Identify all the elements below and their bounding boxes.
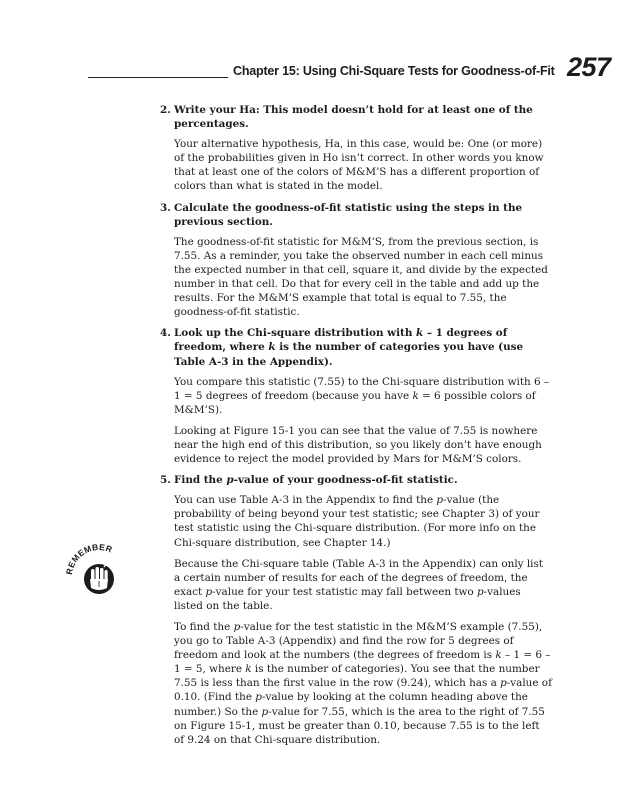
header-rule <box>88 77 228 78</box>
step-number: 5. <box>160 474 171 487</box>
step-heading: Look up the Chi-square distribution with k – 1 degrees of freedom, where k is the number of categories you have (use Table A-3 in the Appendix). <box>174 327 524 368</box>
step-5 <box>160 473 552 747</box>
chapter-title: Chapter 15: Using Chi-Square Tests for Goodness-of-Fit <box>233 64 555 78</box>
step-number: 4. <box>160 327 171 340</box>
step-number: 2. <box>160 104 171 116</box>
step-heading: Calculate the goodness-of-fit statistic using the steps in the previous section. <box>174 201 523 228</box>
step-paragraph: You can use Table A-3 in the Appendix to find the p-value (the probability of being beyond your test statistic; see Chapter 3) of your test statistic using the Chi-square distribution. (For more info on the Chi-square distribution, see Chapter 14.) <box>174 494 540 549</box>
step-3 <box>160 201 552 320</box>
step-2 <box>160 103 552 194</box>
remember-icon <box>64 539 130 601</box>
remember-label: REMEMBER <box>64 541 114 576</box>
step-paragraph: To find the p-value for the test statistic in the M&M’S example (7.55), you go to Table A-3 (Appendix) and find the row for 5 degrees of freedom and look at the numbers (the degrees of freedom is k – 1 = 6 – 1 = 5, where k is the number of categories). You see that the number 7.55 is less than the first value in the row (9.24), which has a p-value of 0.10. (Find the p-value by looking at the column heading above the number.) So the p-value for 7.55, which is the area to the right of 7.55 on Figure 15-1, must be greater than 0.10, because 7.55 is to the left of 9.24 on that Chi-square distribution. <box>174 621 552 746</box>
numbered-steps <box>160 103 552 754</box>
step-paragraph: Your alternative hypothesis, Ha, in this case, would be: One (or more) of the probabilities given in Ho isn’t correct. In other words you know that at least one of the colors of M&M’S has a different proportion of colors than what is stated in the model. <box>174 138 544 193</box>
step-heading: Write your Ha: This model doesn’t hold for at least one of the percentages. <box>174 104 533 131</box>
step-paragraph: The goodness-of-fit statistic for M&M’S, from the previous section, is 7.55. As a reminder, you take the observed number in each cell minus the expected number in that cell, square it, and divide by the expected number in that cell. Do that for every cell in the table and add up the results. For the M&M’S example that total is equal to 7.55, the goodness-of-fit statistic. <box>174 235 548 319</box>
step-paragraph: You compare this statistic (7.55) to the Chi-square distribution with 6 – 1 = 5 degrees of freedom (because you have k = 6 possible colors of M&M’S). <box>174 375 550 416</box>
step-heading: Find the p-value of your goodness-of-fit statistic. <box>174 474 458 487</box>
step-number: 3. <box>160 201 171 214</box>
step-paragraph: Looking at Figure 15-1 you can see that the value of 7.55 is nowhere near the high end of this distribution, so you likely don’t have enough evidence to reject the model provided by Mars for M&M’S colors. <box>174 424 542 466</box>
page-number: 257 <box>567 52 611 82</box>
step-4 <box>160 326 552 466</box>
step-paragraph: Because the Chi-square table (Table A-3 in the Appendix) can only list a certain number of results for each of the degrees of freedom, the exact p-value for your test statistic may fall between two p-values listed on the table. <box>174 557 543 612</box>
